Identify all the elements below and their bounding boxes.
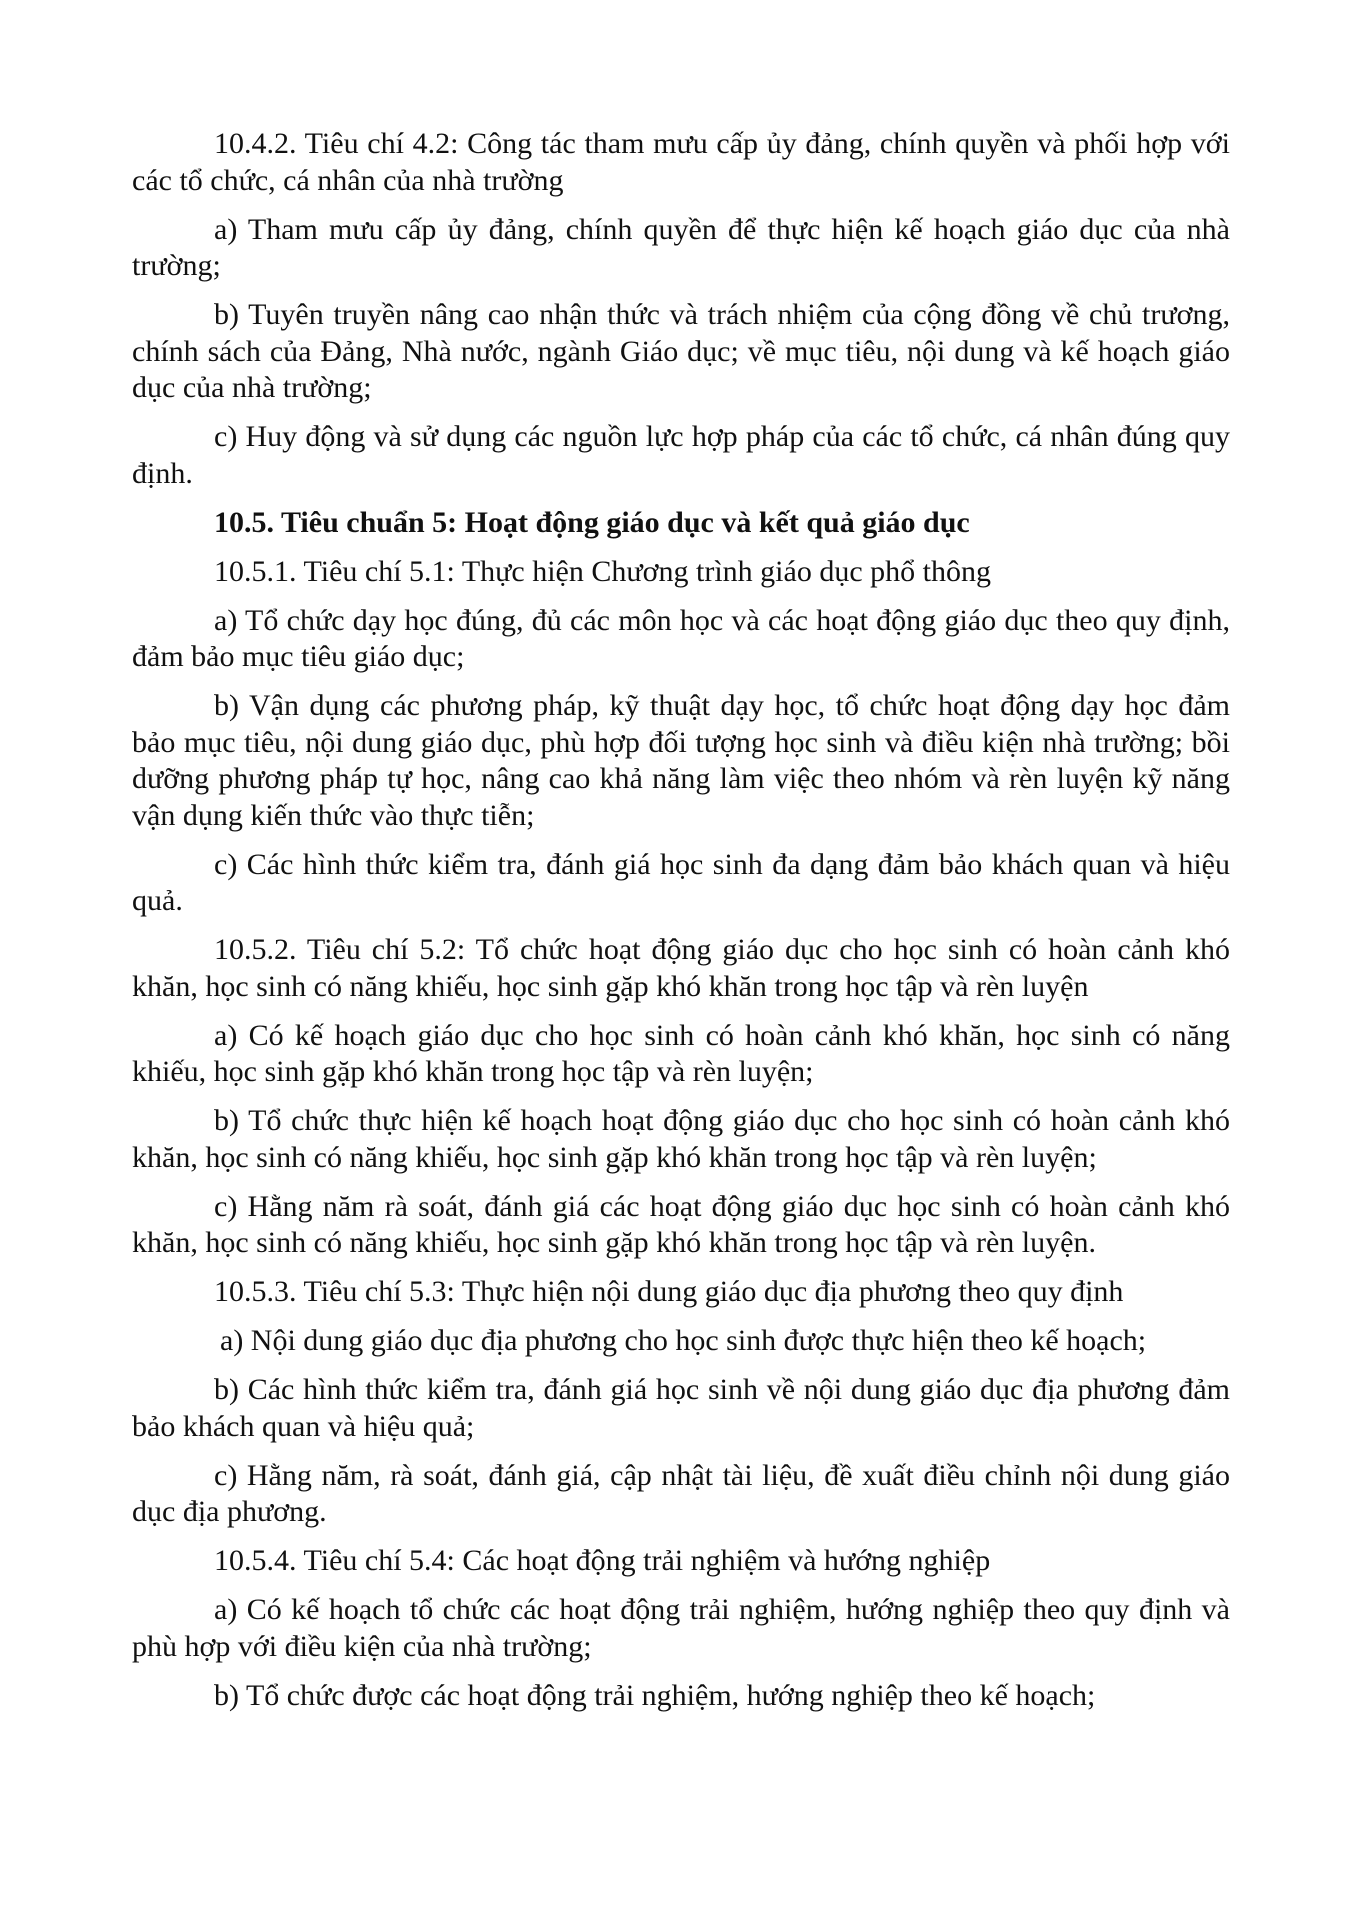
criterion-item-5-1-c: c) Các hình thức kiểm tra, đánh giá học sinh đa dạng đảm bảo khách quan và hiệu quả. [132,847,1230,917]
criterion-item-5-2-c: c) Hằng năm rà soát, đánh giá các hoạt động giáo dục học sinh có hoàn cảnh khó khăn, học sinh có năng khiếu, học sinh gặp khó khăn trong học tập và rèn luyện. [132,1189,1230,1259]
criterion-heading-5-2: 10.5.2. Tiêu chí 5.2: Tổ chức hoạt động giáo dục cho học sinh có hoàn cảnh khó khăn, học sinh có năng khiếu, học sinh gặp khó khăn trong học tập và rèn luyện [132,933,1230,1003]
criterion-heading-5-3: 10.5.3. Tiêu chí 5.3: Thực hiện nội dung giáo dục địa phương theo quy định [214,1275,1124,1308]
criterion-item-4-2-c: c) Huy động và sử dụng các nguồn lực hợp pháp của các tổ chức, cá nhân đúng quy định. [132,420,1230,490]
criterion-item-5-4-b: b) Tổ chức được các hoạt động trải nghiệm, hướng nghiệp theo kế hoạch; [214,1678,1096,1712]
criterion-heading-5-4: 10.5.4. Tiêu chí 5.4: Các hoạt động trải nghiệm và hướng nghiệp [214,1544,991,1577]
criterion-item-5-1-b: b) Vận dụng các phương pháp, kỹ thuật dạy học, tổ chức hoạt động dạy học đảm bảo mục tiêu, nội dung giáo dục, phù hợp đối tượng học sinh và điều kiện nhà trường; bồi dưỡng phương pháp tự học, nâng cao khả năng làm việc theo nhóm và rèn luyện kỹ năng vận dụng kiến thức vào thực tiễn; [132,689,1230,832]
document-page [132,126,1230,1727]
criterion-item-5-3-b: b) Các hình thức kiểm tra, đánh giá học sinh về nội dung giáo dục địa phương đảm bảo khách quan và hiệu quả; [132,1373,1230,1443]
standard-heading-5: 10.5. Tiêu chuẩn 5: Hoạt động giáo dục và kết quả giáo dục [214,505,970,539]
criterion-item-5-3-c: c) Hằng năm, rà soát, đánh giá, cập nhật tài liệu, đề xuất điều chỉnh nội dung giáo dục địa phương. [132,1458,1230,1528]
criterion-item-4-2-b: b) Tuyên truyền nâng cao nhận thức và trách nhiệm của cộng đồng về chủ trương, chính sách của Đảng, Nhà nước, ngành Giáo dục; về mục tiêu, nội dung và kế hoạch giáo dục của nhà trường; [132,298,1230,404]
criterion-heading-5-1: 10.5.1. Tiêu chí 5.1: Thực hiện Chương trình giáo dục phổ thông [214,554,991,588]
criterion-item-5-1-a: a) Tổ chức dạy học đúng, đủ các môn học và các hoạt động giáo dục theo quy định, đảm bảo mục tiêu giáo dục; [132,603,1230,673]
criterion-item-5-2-a: a) Có kế hoạch giáo dục cho học sinh có hoàn cảnh khó khăn, học sinh có năng khiếu, học sinh gặp khó khăn trong học tập và rèn luyện; [132,1018,1230,1088]
criterion-item-5-2-b: b) Tổ chức thực hiện kế hoạch hoạt động giáo dục cho học sinh có hoàn cảnh khó khăn, học sinh có năng khiếu, học sinh gặp khó khăn trong học tập và rèn luyện; [132,1104,1230,1174]
criterion-item-5-4-a: a) Có kế hoạch tổ chức các hoạt động trải nghiệm, hướng nghiệp theo quy định và phù hợp với điều kiện của nhà trường; [132,1593,1230,1663]
criterion-heading-4-2: 10.4.2. Tiêu chí 4.2: Công tác tham mưu cấp ủy đảng, chính quyền và phối hợp với các tổ chức, cá nhân của nhà trường [132,127,1230,197]
criterion-item-4-2-a: a) Tham mưu cấp ủy đảng, chính quyền để thực hiện kế hoạch giáo dục của nhà trường; [132,212,1230,282]
criterion-item-5-3-a: a) Nội dung giáo dục địa phương cho học sinh được thực hiện theo kế hoạch; [220,1324,1147,1357]
